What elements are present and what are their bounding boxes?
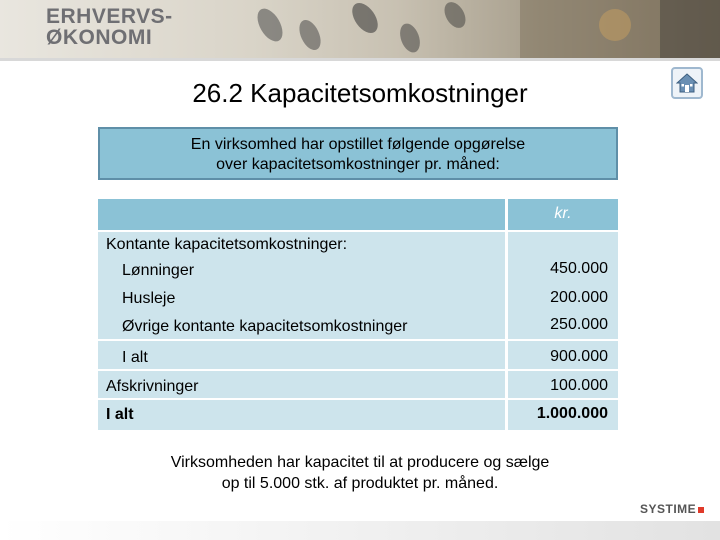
header-banner [0,0,720,58]
row-label-subtotal: I alt [122,349,148,366]
row-label-lonninger: Lønninger [122,262,195,279]
bottom-bar [0,521,720,540]
row-value-lonninger: 450.000 [550,260,608,277]
row-value-husleje: 200.000 [550,289,608,306]
systime-wordmark: SYSTIME [640,502,697,516]
row-value-ovrige: 250.000 [550,316,608,333]
cost-table [98,199,618,430]
capacity-note-line1: Virksomheden har kapacitet til at producere og sælge [170,454,550,471]
row-label-afskrivninger: Afskrivninger [106,378,199,395]
unit-header: kr. [554,205,572,222]
section-label: Kontante kapacitetsomkostninger: [106,236,348,253]
row-value-afskrivninger: 100.000 [550,377,608,394]
page-title: 26.2 Kapacitetsomkostninger [192,78,528,108]
row-label-ovrige: Øvrige kontante kapacitetsomkostninger [122,318,408,335]
logo-line1: ERHVERVS- [46,5,173,28]
row-value-subtotal: 900.000 [550,348,608,365]
capacity-note [0,452,720,494]
logo-line2: ØKONOMI [46,26,153,49]
intro-line1: En virksomhed har opstillet følgende opgørelse [190,136,526,153]
row-separator [98,339,618,341]
intro-line2: over kapacitetsomkostninger pr. måned: [216,156,500,173]
row-label-husleje: Husleje [122,290,176,307]
header-divider [0,58,720,61]
intro-box [98,127,618,180]
row-label-total: I alt [106,406,134,423]
row-value-total: 1.000.000 [536,405,608,422]
logo [46,6,173,48]
capacity-note-line2: op til 5.000 stk. af produktet pr. måned. [221,475,499,492]
systime-logo [640,502,704,516]
table-header-label-cell [98,199,505,230]
systime-dot-icon [698,507,704,513]
row-separator [98,369,618,371]
row-separator [98,398,618,400]
